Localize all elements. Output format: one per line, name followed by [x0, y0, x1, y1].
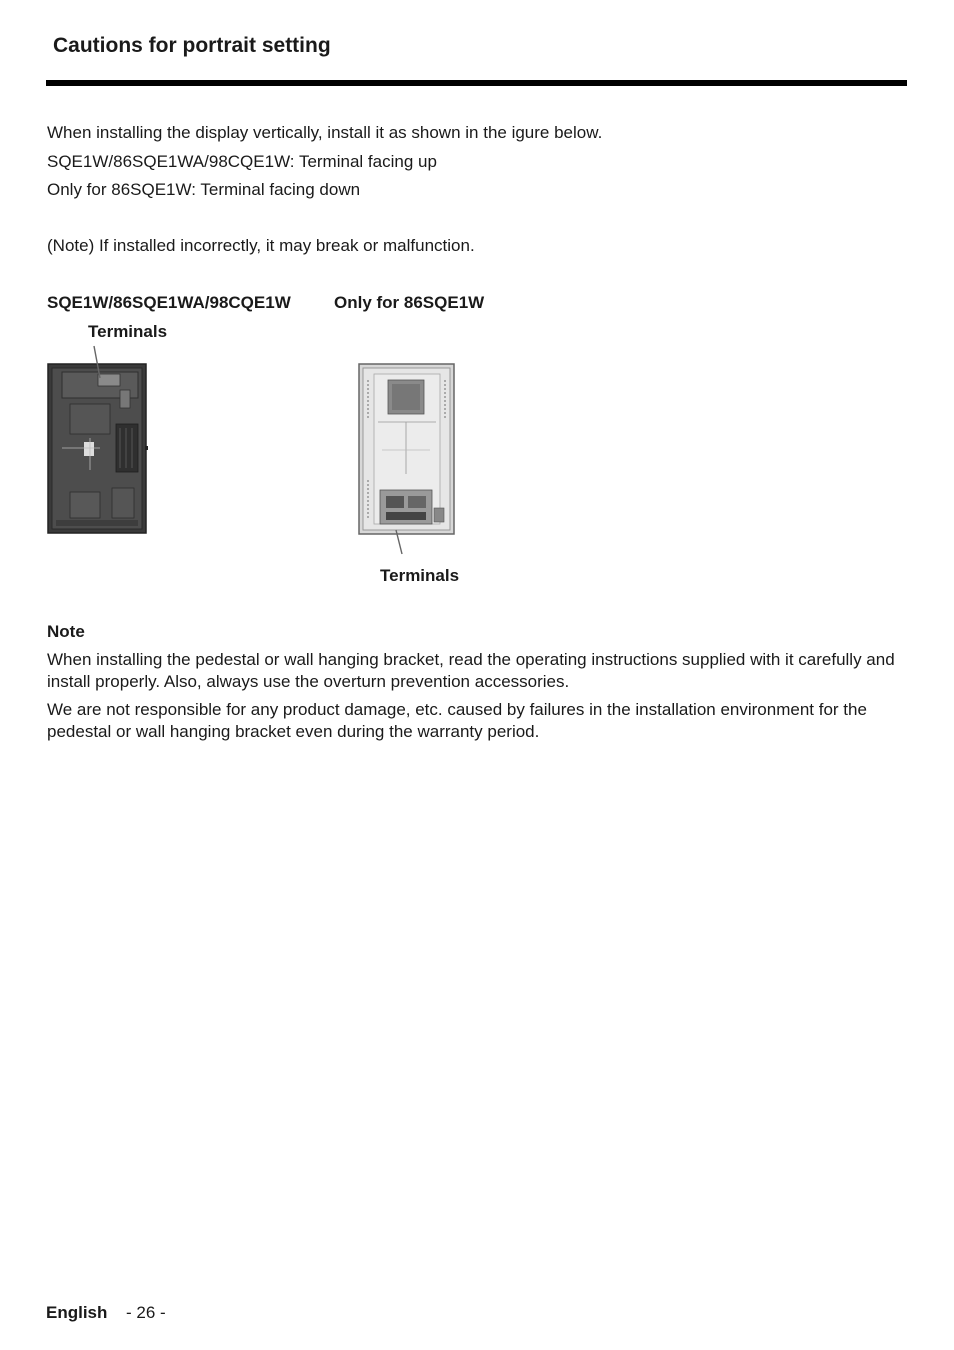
- figure-left-callout: Terminals: [88, 322, 168, 341]
- page-title: Cautions for portrait setting: [53, 34, 331, 57]
- figure-left-heading: SQE1W/86SQE1WA/98CQE1W: [47, 293, 291, 312]
- figure-right-heading: Only for 86SQE1W: [334, 293, 485, 312]
- inline-note: (Note) If installed incorrectly, it may break or malfunction.: [47, 236, 475, 255]
- display-terminals-down-illustration: [359, 364, 454, 554]
- note-heading: Note: [47, 622, 85, 641]
- intro-line-2: SQE1W/86SQE1WA/98CQE1W: Terminal facing up: [47, 152, 437, 171]
- footer-language: English: [46, 1303, 108, 1322]
- intro-line-3: Only for 86SQE1W: Terminal facing down: [47, 180, 361, 199]
- footer-page-number: - 26 -: [126, 1303, 166, 1322]
- figure-right-callout: Terminals: [380, 566, 460, 585]
- intro-line-1: When installing the display vertically, install it as shown in the igure below.: [47, 123, 603, 142]
- note-paragraph-1: When installing the pedestal or wall hanging bracket, read the operating instructions supplied with it carefully and install properly. Also, always use the overturn prevention accessories.: [47, 650, 895, 691]
- figure-illustrations: [0, 0, 954, 620]
- display-terminals-up-illustration: [48, 346, 148, 533]
- note-paragraph-2: We are not responsible for any product damage, etc. caused by failures in the installation environment for the pedestal or wall hanging bracket even during the warranty period.: [47, 700, 867, 741]
